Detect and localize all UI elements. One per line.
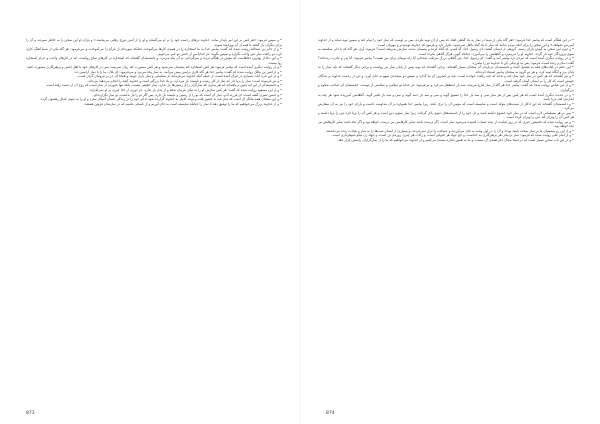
left-page-body	[26, 38, 282, 390]
paragraph: • و این سخنان همه بیانگر آن است که نماز باید با حضور قلب و توجه کامل به خداوند گزارده شود تا اثر خود را در زندگی انسان آشکار سازد و او را به سوی کمال رهنمون گردد.	[39, 97, 282, 102]
paragraph: • و از ابن مسعود روایت شده که گفت: هر کس نمازش او را به نیکی فرمان ندهد و از بدی باز ندارد، جز دوری از خدا چیزی بر او نمی‌افزاید.	[88, 88, 282, 93]
paragraph: • و نیز روایت شده که نخستین چیزی که در روز قیامت از بنده حساب کشیده می‌شود نماز است، اگر درست باشد سایر کارهایش نیز درست خواهد بود و اگر تباه باشد سایر کارهایش نیز تباه خواهد بود.	[318, 119, 574, 129]
right-page-body	[318, 38, 574, 390]
paragraph: • و از ابن عباس روایت شده که گفت: پیامبر خدا هر گاه از نماز فارغ می‌شد، سه بار استغفار می‌کرد و می‌فرمود: بار خدایا تو سلامی و سلامتی از توست، خجسته‌ای ای صاحب شکوه و بزرگواری.	[318, 83, 574, 93]
paragraph: • و در این باره آیات بسیاری در قرآن آمده است، از جمله آنکه خداوند می‌فرماید: از شکیبایی و نماز یاری جویید و همانا آن جز بر فروتنان گران است.	[77, 74, 282, 79]
paragraph: • و از انس بن مالک روایت شده که گفت: پیامبر خدا هر گاه کاری برایش پیش می‌آمد، به نماز پناه می‌برد و می‌فرمود: ای بلال، ما را با نماز آرامش ده.	[74, 69, 282, 74]
page-number: 874	[326, 411, 335, 416]
page-number: 873	[26, 411, 35, 416]
paragraph: • و در این باب سخن بسیار است که در اینجا مجال ذکر همه‌ی آن نیست، و ما به همین اندازه بسنده می‌کنیم و از خداوند می‌خواهیم که ما را از نمازگزاران راستین قرار دهد.	[337, 138, 574, 143]
paragraph: • و در روایت دیگری آمده است که پیامبر فرمود: هر کس استخاره کند پشیمان نمی‌شود و هر کس مشورت کند زیان نمی‌بیند، پس در کارهای خود با اهل دانش و پرهیزگاری مشورت کنید.	[26, 65, 282, 70]
paragraph: • و در روایت دیگری آمده است که مردی نزد پیامبر آمد و گفت: ای رسول خدا، من گناهی بزرگ مرتکب شده‌ام، آیا راه توبه‌ای برای من هست؟ پیامبر فرمود: آیا پدر و مادرت زنده‌اند؟ گفت: مادرم زنده است. فرمود: پس به او نیکی کن تا خداوند تو را بیامرزد.	[318, 56, 574, 65]
paragraph: • و چون این سخن به گوش یاران رسید، گروهی از ایشان گفتند: ای رسول خدا، آیا کسی که گناه کرده و پشیمان شده، نمازش پذیرفته است؟ فرمود: آری، هر گاه که با دلی شکسته به سوی پروردگار خود باز گردد، خداوند او را می‌پذیرد و گناهانش را می‌آمرزد، چنانکه گویی هرگز گناهی نکرده است.	[318, 47, 574, 56]
paragraph: • در این هنگام است که پیامبر خدا فرمود: «هر گاه یکی از شما در نماز به یاد گناهی افتاد که پس از آن توبه نکرده، پس بر اوست که نماز خود را تمام کند و سپس توبه نماید و از خداوند آمرزش بخواهد.» و این سخن را برای آنکه مردم بدانند که نماز با یاد گناه باطل نمی‌شود، تکرار کرد و فرمود که خداوند توبه‌پذیر و مهربان است.	[318, 38, 574, 47]
paragraph: • و نیز گفته‌اند که هر کس در نماز خود شک کند و نداند که چند رکعت خوانده است، باید بر کمترین آن بنا گذارد و سپس دو سجده‌ی سهو به جای آورد، و این از رحمت خداوند بر بندگان خویش است که کار را بر ایشان آسان گرفته است.	[318, 74, 574, 83]
paragraph: • و از این رو پیشینیان ما بر نماز سخت پایبند بودند و آن را در اول وقت به جای می‌آوردند و جماعت را ترک نمی‌کردند، و بسیاری از ایشان شب‌ها را به نماز و عبادت زنده می‌داشتند.	[325, 128, 574, 133]
paragraph: • و در حدیث دیگری آمده است که هر کس پس از هر نماز سی و سه بار خدا را تسبیح گوید و سی و سه بار حمد گوید و سی و سه بار تکبیر گوید، گناهانش آمرزیده شود هر چند به اندازه‌ی کف دریا باشد.	[318, 92, 574, 102]
paragraph: • و حسن بصری گفته است: ای فرزند آدم، نماز آن است که تو را از زشتی و ناپسند باز دارد، پس اگر تو را باز نداشت، تو نماز نگزارده‌ای.	[92, 92, 282, 97]
paragraph: • و از خداوند بزرگ می‌خواهیم که ما را توفیق دهد تا نماز را چنانکه شایسته است به جای آوریم و از کسانی باشیم که در نمازشان فروتن هستند.	[83, 101, 282, 106]
right-page	[300, 0, 600, 424]
paragraph: • و از جابر بن عبدالله روایت شده که گفت: پیامبر خدا به ما استخاره را در همه‌ی کارها می‌آموخت چنانکه سوره‌ای از قرآن را می‌آموخت، و می‌فرمود: هر گاه یکی از شما آهنگ کاری کرد، دو رکعت نماز غیر واجب بگزارد و سپس بگوید: بار خدایا من از دانش تو خیر می‌جویم.	[26, 47, 282, 56]
paragraph: • و نیز فرموده است: نماز را برپا دار که نماز از کار زشت و ناپسند باز می‌دارد، و یاد خدا بزرگتر است و خداوند آنچه را انجام می‌دهید می‌داند.	[87, 78, 282, 83]
paragraph: • پس بر هر مسلمانی لازم است که در نماز خود خشوع داشته باشد و دل خود را از اندیشه‌های دنیوی پاک گرداند، زیرا نماز ستون دین است و هر کس آن را برپا دارد دین را برپا داشته و هر کس آن را ویران کند دین را ویران کرده است.	[318, 110, 574, 120]
paragraph: • و از امام علی روایت شده که فرمود: نماز نزدیکی هر پرهیزگاری به خداست، و حج جهاد هر ناتوانی است، و زکات هر چیزی روزه‌ی تن است، و جهاد زن نیکو شوهرداری است.	[331, 133, 574, 138]
paragraph: • این حکم در کتاب‌های فقه به تفصیل آمده و دانشمندان درباره‌ی آن سخنان بسیار گفته‌اند. برخی گفته‌اند که توبه پیش از پایان نماز نیز رواست و برخی دیگر گفته‌اند که باید نماز را به پایان برد و آنگاه توبه کرد، و هر دو گروه به سخنان پیامبر استناد کرده‌اند.	[318, 65, 574, 74]
paragraph: • و سپس فرمود: «هر کس بر این امر پایدار بماند، خداوند درهای رحمت خود را بر او می‌گشاید و او را از آتش دوزخ رهایی می‌بخشد.» و یاران او این سخن را به خاطر سپردند و آن را برای دیگران باز گفتند تا همه از آن بهره‌مند شوند.	[26, 38, 282, 47]
page-gutter	[299, 0, 301, 424]
paragraph: • و دانشمندان گفته‌اند که این اذکار از سنت‌های مؤکد است و شایسته است که مؤمن آن را ترک نکند، زیرا پیامبر خدا همواره بر آن مداومت داشت و یاران خود را نیز به آن سفارش می‌کرد.	[318, 101, 574, 111]
paragraph: • و این دعا از بهترین دعاهاست که مؤمن در هنگام تردید و سرگردانی به آن پناه می‌برد، و دانشمندان گفته‌اند که استخاره در کارهای مباح رواست، اما در کارهای واجب و حرام استخاره روا نیست.	[26, 56, 282, 65]
paragraph: • و دانشمندان از این آیه چنین دریافته‌اند که هر نمازی که نمازگزار را از زشتی‌ها باز ندارد، نماز حقیقی نیست، بلکه تنها صورتی از نماز است که روح آن از دست رفته است.	[45, 83, 282, 88]
